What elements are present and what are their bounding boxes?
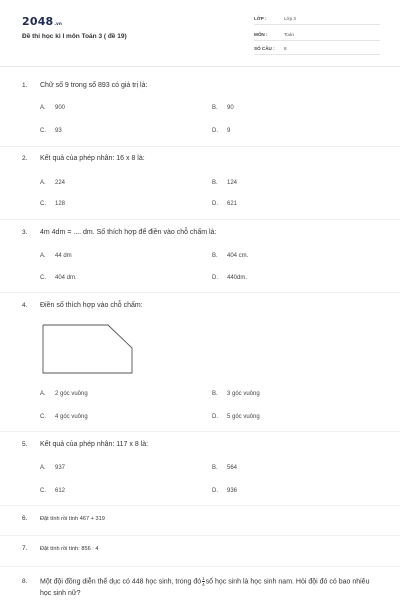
question-text-before: Một đội đồng diễn thể dục có 448 học sinh, trong đó	[40, 578, 202, 586]
option-letter: C.	[40, 128, 46, 134]
question-1	[22, 82, 382, 142]
option-letter: C.	[40, 488, 46, 494]
question-divider	[0, 535, 400, 536]
option-text: 90	[227, 105, 234, 111]
question-number: 2.	[22, 155, 28, 162]
question-divider	[0, 505, 400, 506]
option-text: 621	[227, 201, 238, 207]
question-number: 7.	[22, 545, 28, 552]
option-text: 2 góc vuông	[55, 391, 88, 397]
question-3	[22, 229, 382, 289]
option-text: 900	[55, 105, 66, 111]
question-6	[22, 515, 382, 529]
option-letter: D.	[212, 488, 218, 494]
question-divider	[0, 146, 400, 147]
option-letter: B.	[212, 391, 218, 397]
question-number: 4.	[22, 302, 28, 309]
fraction-numerator: 1	[202, 576, 205, 581]
option-letter: B.	[212, 105, 218, 111]
option-text: 3 góc vuông	[227, 391, 260, 397]
option-letter: D.	[212, 414, 218, 420]
option-letter: A.	[40, 391, 46, 397]
option-text: 224	[55, 180, 66, 186]
meta-grade	[254, 14, 380, 25]
option-text: 9	[227, 128, 231, 134]
question-text	[40, 576, 382, 600]
option-letter: C.	[40, 275, 46, 281]
question-text: Kết quả của phép nhân: 117 x 8 là:	[40, 441, 149, 448]
option-letter: A.	[40, 253, 46, 259]
question-4	[22, 302, 382, 427]
option-letter: A.	[40, 180, 46, 186]
question-divider	[0, 219, 400, 220]
option-letter: C.	[40, 414, 46, 420]
question-text: Kết quả của phép nhân: 16 x 8 là:	[40, 155, 145, 162]
option-letter: C.	[40, 201, 46, 207]
question-text: Điền số thích hợp vào chỗ chấm:	[40, 302, 143, 309]
question-number: 1.	[22, 82, 28, 89]
question-number: 6.	[22, 515, 28, 522]
question-divider	[0, 431, 400, 432]
option-letter: A.	[40, 465, 46, 471]
option-text: 936	[227, 488, 238, 494]
question-text: Đặt tính rồi tính 467 + 319	[40, 516, 105, 522]
question-text-after: số học sinh là học sinh nam. Hỏi đội đó có bao nhiêu học sinh nữ?	[40, 578, 370, 598]
meta-value: Lớp 3	[284, 16, 296, 21]
question-5	[22, 441, 382, 501]
option-text: 612	[55, 488, 66, 494]
option-text: 44 dm	[55, 253, 72, 259]
meta-label: SỐ CÂU :	[254, 46, 275, 51]
question-number: 5.	[22, 441, 28, 448]
option-text: 404 cm.	[227, 253, 249, 259]
exam-header	[0, 0, 400, 60]
option-text: 404 dm.	[55, 275, 77, 281]
option-letter: D.	[212, 275, 218, 281]
question-text: Đặt tính rồi tính: 856 : 4	[40, 546, 99, 552]
question-8	[22, 578, 382, 600]
header-divider	[0, 66, 400, 67]
question-divider	[0, 292, 400, 293]
question-number: 8.	[22, 578, 28, 585]
logo-suffix-text: .vn	[54, 21, 62, 26]
question-7	[22, 545, 382, 559]
option-text: 937	[55, 465, 66, 471]
option-text: 128	[55, 201, 66, 207]
fraction	[202, 576, 205, 587]
option-letter: D.	[212, 128, 218, 134]
option-text: 4 góc vuông	[55, 414, 88, 420]
meta-question-count	[254, 44, 380, 55]
trapezoid-figure	[42, 324, 134, 374]
meta-value: 8	[284, 46, 287, 51]
option-text: 5 góc vuông	[227, 414, 260, 420]
question-number: 3.	[22, 229, 28, 236]
option-letter: B.	[212, 465, 218, 471]
option-letter: B.	[212, 253, 218, 259]
option-text: 124	[227, 180, 238, 186]
option-letter: A.	[40, 105, 46, 111]
question-text: 4m 4dm = .... dm. Số thích hợp để điền vào chỗ chấm là:	[40, 229, 217, 236]
fraction-denominator: 4	[202, 582, 205, 587]
question-2	[22, 155, 382, 215]
option-text: 440dm.	[227, 275, 248, 281]
site-logo[interactable]	[22, 15, 62, 28]
meta-value: Toán	[284, 32, 294, 37]
meta-label: LỚP :	[254, 16, 267, 21]
option-text: 564	[227, 465, 238, 471]
exam-title: Đề thi học kì I môn Toán 3 ( đề 19)	[22, 33, 127, 40]
option-text: 93	[55, 128, 62, 134]
question-text: Chữ số 9 trong số 893 có giá trị là:	[40, 82, 148, 89]
meta-subject	[254, 30, 380, 41]
logo-main-text: 2048	[22, 15, 54, 28]
question-divider	[0, 566, 400, 567]
option-letter: D.	[212, 201, 218, 207]
meta-label: MÔN :	[254, 32, 268, 37]
option-letter: B.	[212, 180, 218, 186]
